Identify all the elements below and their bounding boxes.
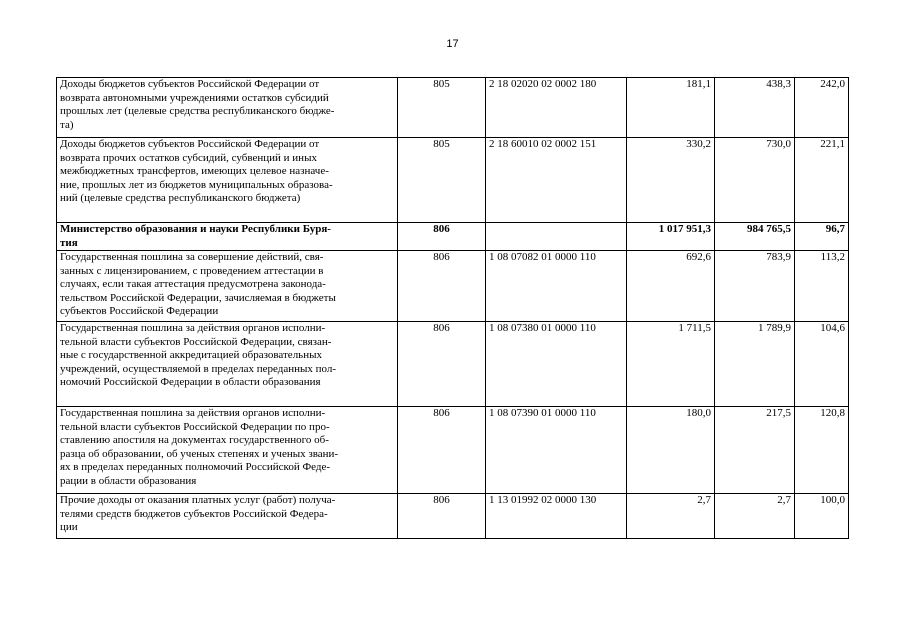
admin-code-cell: 806 — [398, 494, 486, 539]
revenue-name-line: ний (целевые средства республиканского бюджета) — [60, 192, 301, 204]
percent-cell: 113,2 — [795, 251, 849, 322]
table-row — [57, 494, 849, 539]
revenue-name-cell — [57, 223, 398, 251]
table-row — [57, 223, 849, 251]
budget-class-code-cell: 2 18 60010 02 0002 151 — [486, 138, 627, 223]
revenue-name-line: ях в пределах переданных полномочий Российской Феде- — [60, 461, 331, 473]
revenue-name-line: та) — [60, 118, 74, 131]
admin-code-cell: 805 — [398, 138, 486, 223]
value-1-cell: 2,7 — [627, 494, 715, 539]
budget-class-code-cell: 1 08 07082 01 0000 110 — [486, 251, 627, 322]
revenue-name-line: межбюджетных трансфертов, имеющих целевое назначе- — [60, 165, 329, 177]
table-row — [57, 138, 849, 223]
revenue-name-line: Доходы бюджетов субъектов Российской Федерации от — [60, 78, 320, 90]
table-row — [57, 322, 849, 407]
revenue-name-line: ние, прошлых лет из бюджетов муниципальных образова- — [60, 178, 333, 191]
percent-cell: 120,8 — [795, 407, 849, 494]
revenue-name-line: тельной власти субъектов Российской Федерации, связан- — [60, 335, 332, 348]
table-row — [57, 78, 849, 138]
value-2-cell: 217,5 — [715, 407, 795, 494]
value-1-cell: 1 017 951,3 — [627, 223, 715, 251]
percent-cell: 100,0 — [795, 494, 849, 539]
percent-cell: 242,0 — [795, 78, 849, 138]
value-2-cell: 984 765,5 — [715, 223, 795, 251]
revenue-name-line: ные с государственной аккредитацией образовательных — [60, 349, 322, 361]
budget-class-code-cell: 1 08 07390 01 0000 110 — [486, 407, 627, 494]
revenue-name-line: тия — [60, 236, 78, 249]
value-2-cell: 1 789,9 — [715, 322, 795, 407]
admin-code-cell: 806 — [398, 223, 486, 251]
revenue-name-cell — [57, 322, 398, 407]
revenue-name-cell — [57, 78, 398, 138]
budget-class-code-cell: 1 08 07380 01 0000 110 — [486, 322, 627, 407]
revenue-name-line: телями средств бюджетов субъектов Российской Федера- — [60, 507, 328, 520]
budget-class-code-cell: 2 18 02020 02 0002 180 — [486, 78, 627, 138]
revenue-name-line: Прочие доходы от оказания платных услуг (работ) получа- — [60, 494, 336, 506]
revenue-name-line: рации в области образования — [60, 474, 197, 487]
revenue-name-line: субъектов Российской Федерации — [60, 305, 219, 317]
revenue-name-line: тельной власти субъектов Российской Федерации по про- — [60, 420, 330, 433]
page-number: 17 — [446, 38, 459, 50]
admin-code-cell: 806 — [398, 407, 486, 494]
value-2-cell: 2,7 — [715, 494, 795, 539]
revenue-name-line: номочий Российской Федерации в области образования — [60, 376, 321, 388]
admin-code-cell: 805 — [398, 78, 486, 138]
revenue-name-line: Государственная пошлина за действия органов исполни- — [60, 407, 326, 419]
revenue-name-cell — [57, 138, 398, 223]
revenue-name-line: возврата прочих остатков субсидий, субвенций и иных — [60, 151, 317, 164]
revenue-name-line: разца об образовании, об ученых степенях и ученых звани- — [60, 447, 339, 460]
value-2-cell: 438,3 — [715, 78, 795, 138]
value-1-cell: 692,6 — [627, 251, 715, 322]
revenue-name-line: Государственная пошлина за совершение действий, свя- — [60, 251, 324, 263]
value-1-cell: 330,2 — [627, 138, 715, 223]
revenue-name-line: тельством Российской Федерации, зачисляемая в бюджеты — [60, 291, 336, 304]
percent-cell: 104,6 — [795, 322, 849, 407]
budget-class-code-cell — [486, 223, 627, 251]
revenue-name-line: ции — [60, 521, 78, 533]
percent-cell: 221,1 — [795, 138, 849, 223]
revenue-table — [56, 77, 849, 539]
value-1-cell: 181,1 — [627, 78, 715, 138]
table-row — [57, 251, 849, 322]
value-2-cell: 730,0 — [715, 138, 795, 223]
revenue-name-line: возврата автономными учреждениями остатков субсидий — [60, 91, 329, 104]
revenue-name-cell — [57, 494, 398, 539]
revenue-name-line: случаях, если такая аттестация предусмотрена законода- — [60, 278, 326, 290]
budget-class-code-cell: 1 13 01992 02 0000 130 — [486, 494, 627, 539]
revenue-name-cell — [57, 407, 398, 494]
value-1-cell: 180,0 — [627, 407, 715, 494]
admin-code-cell: 806 — [398, 322, 486, 407]
value-2-cell: 783,9 — [715, 251, 795, 322]
revenue-name-line: Государственная пошлина за действия органов исполни- — [60, 322, 326, 334]
revenue-name-line: Министерство образования и науки Республики Буря- — [60, 223, 331, 235]
admin-code-cell: 806 — [398, 251, 486, 322]
revenue-name-line: занных с лицензированием, с проведением аттестации в — [60, 264, 324, 277]
revenue-name-line: Доходы бюджетов субъектов Российской Федерации от — [60, 138, 320, 150]
revenue-name-cell — [57, 251, 398, 322]
table-row — [57, 407, 849, 494]
percent-cell: 96,7 — [795, 223, 849, 251]
revenue-name-line: прошлых лет (целевые средства республиканского бюдже- — [60, 105, 335, 117]
revenue-name-line: учреждений, осуществляемой в пределах переданных пол- — [60, 362, 337, 375]
value-1-cell: 1 711,5 — [627, 322, 715, 407]
revenue-name-line: ставлению апостиля на документах государственного об- — [60, 434, 329, 446]
